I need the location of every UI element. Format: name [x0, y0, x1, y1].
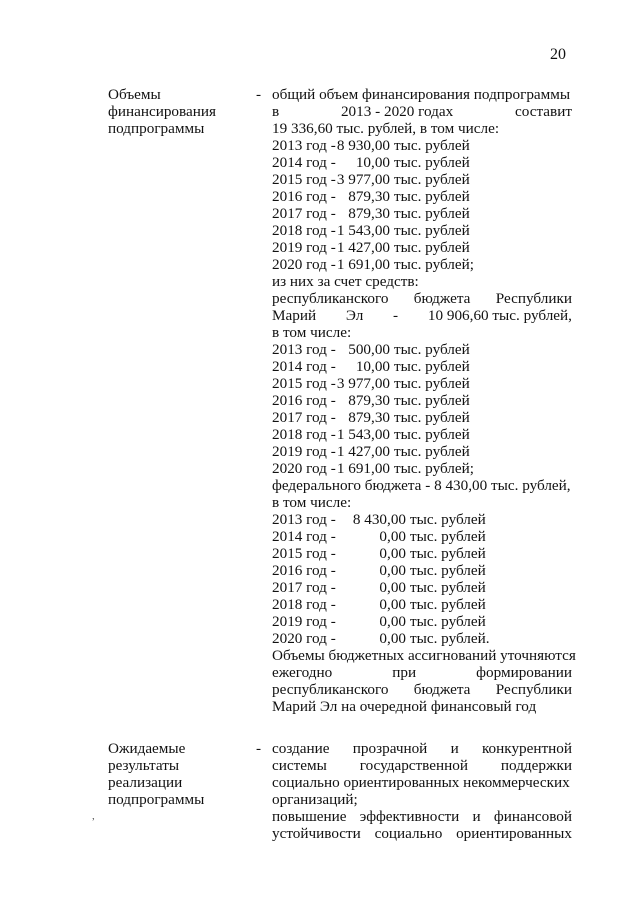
year-label: 2016 год -: [272, 392, 336, 409]
year-row: [272, 375, 572, 392]
year-row: [272, 511, 572, 528]
federal-years-list: [272, 511, 572, 647]
label-line: реализации: [108, 774, 183, 791]
year-amount: 0,00: [379, 630, 406, 647]
year-label: 2018 год -: [272, 426, 336, 443]
year-amount: 0,00: [379, 579, 406, 596]
federal-line: федерального бюджета - 8 430,00 тыс. рублей,: [272, 477, 571, 494]
year-unit: тыс. рублей: [394, 205, 470, 222]
year-row: [272, 222, 572, 239]
year-amount: 1 427,00: [336, 443, 390, 460]
year-label: 2019 год -: [272, 443, 336, 460]
year-row: [272, 205, 572, 222]
total-years-list: [272, 137, 572, 273]
year-row: [272, 171, 572, 188]
word: и: [472, 808, 481, 825]
word: ориентированных: [456, 825, 572, 842]
year-amount: 1 427,00: [336, 239, 390, 256]
year-amount: 879,30: [348, 409, 390, 426]
year-unit: тыс. рублей: [394, 137, 470, 154]
dash-separator: -: [256, 740, 262, 757]
intro-line-justified: [272, 103, 572, 120]
year-amount: 3 977,00: [336, 375, 390, 392]
year-unit: тыс. рублей: [394, 239, 470, 256]
year-unit: тыс. рублей: [394, 443, 470, 460]
funding-content: [272, 86, 576, 715]
year-row: [272, 443, 572, 460]
word: республиканского: [272, 290, 389, 307]
results-line: организаций;: [272, 791, 358, 808]
year-label: 2013 год -: [272, 137, 336, 154]
dash-separator: -: [256, 86, 262, 103]
word: системы: [272, 757, 327, 774]
year-label: 2018 год -: [272, 596, 336, 613]
results-label: [108, 740, 238, 808]
year-label: 2017 год -: [272, 205, 336, 222]
year-unit: тыс. рублей;: [394, 460, 474, 477]
year-amount: 0,00: [379, 562, 406, 579]
year-unit: тыс. рублей: [394, 188, 470, 205]
year-row: [272, 188, 572, 205]
year-row: [272, 460, 572, 477]
year-unit: тыс. рублей: [394, 426, 470, 443]
republic-line-justified: [272, 307, 572, 324]
year-unit: тыс. рублей: [410, 596, 486, 613]
year-amount: 1 543,00: [336, 222, 390, 239]
year-label: 2020 год -: [272, 630, 336, 647]
results-line-justified: [272, 757, 572, 774]
year-row: [272, 630, 572, 647]
results-content: [272, 740, 572, 842]
year-amount: 500,00: [348, 341, 390, 358]
year-row: [272, 562, 572, 579]
sources-line: из них за счет средств:: [272, 273, 419, 290]
year-unit: тыс. рублей: [394, 392, 470, 409]
year-row: [272, 239, 572, 256]
label-line: подпрограммы: [108, 120, 205, 137]
word: бюджета: [413, 681, 471, 698]
closing-line-justified: [272, 664, 572, 681]
year-unit: тыс. рублей: [394, 154, 470, 171]
word: устойчивости: [272, 825, 361, 842]
year-unit: тыс. рублей: [410, 613, 486, 630]
label-line: Ожидаемые: [108, 740, 186, 757]
year-row: [272, 613, 572, 630]
word: финансовой: [493, 808, 572, 825]
year-amount: 879,30: [348, 188, 390, 205]
year-label: 2020 год -: [272, 256, 336, 273]
word: республиканского: [272, 681, 389, 698]
word: конкурентной: [481, 740, 572, 757]
year-row: [272, 341, 572, 358]
closing-line-justified: [272, 681, 572, 698]
scan-mark: ,: [92, 810, 95, 822]
year-row: [272, 137, 572, 154]
year-row: [272, 528, 572, 545]
year-label: 2016 год -: [272, 562, 336, 579]
page-number: 20: [550, 46, 566, 63]
year-label: 2014 год -: [272, 528, 336, 545]
word: социально: [374, 825, 443, 842]
results-line-justified: [272, 808, 572, 825]
year-row: [272, 358, 572, 375]
year-row: [272, 545, 572, 562]
year-unit: тыс. рублей: [410, 528, 486, 545]
word: бюджета: [413, 290, 471, 307]
closing-line: Объемы бюджетных ассигнований уточняются: [272, 647, 576, 664]
year-amount: 1 691,00: [336, 256, 390, 273]
word: составит: [515, 103, 572, 120]
year-label: 2015 год -: [272, 375, 336, 392]
year-unit: тыс. рублей.: [410, 630, 490, 647]
year-label: 2014 год -: [272, 358, 336, 375]
year-label: 2019 год -: [272, 613, 336, 630]
year-label: 2015 год -: [272, 171, 336, 188]
year-row: [272, 409, 572, 426]
republic-years-list: [272, 341, 572, 477]
year-unit: тыс. рублей: [410, 511, 486, 528]
year-label: 2015 год -: [272, 545, 336, 562]
word: государственной: [359, 757, 468, 774]
year-unit: тыс. рублей: [410, 579, 486, 596]
results-line-justified: [272, 740, 572, 757]
republic-line: в том числе:: [272, 324, 352, 341]
word: -: [393, 307, 399, 324]
word: прозрачной: [352, 740, 428, 757]
year-unit: тыс. рублей: [394, 358, 470, 375]
intro-line: общий объем финансирования подпрограммы: [272, 86, 571, 103]
label-line: Объемы: [108, 86, 161, 103]
year-row: [272, 596, 572, 613]
label-line: финансирования: [108, 103, 216, 120]
year-label: 2020 год -: [272, 460, 336, 477]
federal-line: в том числе:: [272, 494, 352, 511]
year-row: [272, 392, 572, 409]
year-unit: тыс. рублей: [394, 375, 470, 392]
funding-label: [108, 86, 238, 137]
year-row: [272, 579, 572, 596]
intro-line: 19 336,60 тыс. рублей, в том числе:: [272, 120, 500, 137]
year-label: 2019 год -: [272, 239, 336, 256]
word: и: [450, 740, 459, 757]
word: 10 906,60 тыс. рублей,: [427, 307, 572, 324]
year-amount: 0,00: [379, 596, 406, 613]
label-line: результаты: [108, 757, 180, 774]
results-line-justified: [272, 825, 572, 842]
word: эффективности: [359, 808, 460, 825]
year-label: 2017 год -: [272, 409, 336, 426]
results-line: социально ориентированных некоммерческих: [272, 774, 570, 791]
word: формировании: [476, 664, 572, 681]
word: поддержки: [500, 757, 572, 774]
year-amount: 879,30: [348, 205, 390, 222]
year-unit: тыс. рублей: [394, 341, 470, 358]
word: Марий: [272, 307, 317, 324]
year-label: 2013 год -: [272, 341, 336, 358]
year-label: 2016 год -: [272, 188, 336, 205]
year-unit: тыс. рублей: [410, 545, 486, 562]
word: ежегодно: [272, 664, 333, 681]
year-label: 2017 год -: [272, 579, 336, 596]
year-unit: тыс. рублей: [394, 409, 470, 426]
year-row: [272, 426, 572, 443]
year-unit: тыс. рублей: [410, 562, 486, 579]
year-unit: тыс. рублей: [394, 171, 470, 188]
word: Эл: [345, 307, 364, 324]
closing-line: Марий Эл на очередной финансовый год: [272, 698, 537, 715]
year-amount: 1 543,00: [336, 426, 390, 443]
year-label: 2013 год -: [272, 511, 336, 528]
year-amount: 0,00: [379, 613, 406, 630]
word: Республики: [495, 681, 572, 698]
word: Республики: [495, 290, 572, 307]
year-label: 2014 год -: [272, 154, 336, 171]
label-line: подпрограммы: [108, 791, 205, 808]
word: 2013 - 2020 годах: [340, 103, 454, 120]
year-row: [272, 256, 572, 273]
year-amount: 8 430,00: [352, 511, 406, 528]
year-unit: тыс. рублей: [394, 222, 470, 239]
year-amount: 8 930,00: [336, 137, 390, 154]
word: при: [392, 664, 417, 681]
year-row: [272, 154, 572, 171]
republic-line-justified: [272, 290, 572, 307]
year-label: 2018 год -: [272, 222, 336, 239]
year-amount: 0,00: [379, 528, 406, 545]
word: создание: [272, 740, 330, 757]
year-amount: 0,00: [379, 545, 406, 562]
year-unit: тыс. рублей;: [394, 256, 474, 273]
year-amount: 10,00: [355, 358, 390, 375]
year-amount: 3 977,00: [336, 171, 390, 188]
year-amount: 1 691,00: [336, 460, 390, 477]
word: в: [272, 103, 280, 120]
year-amount: 879,30: [348, 392, 390, 409]
word: повышение: [272, 808, 347, 825]
year-amount: 10,00: [355, 154, 390, 171]
